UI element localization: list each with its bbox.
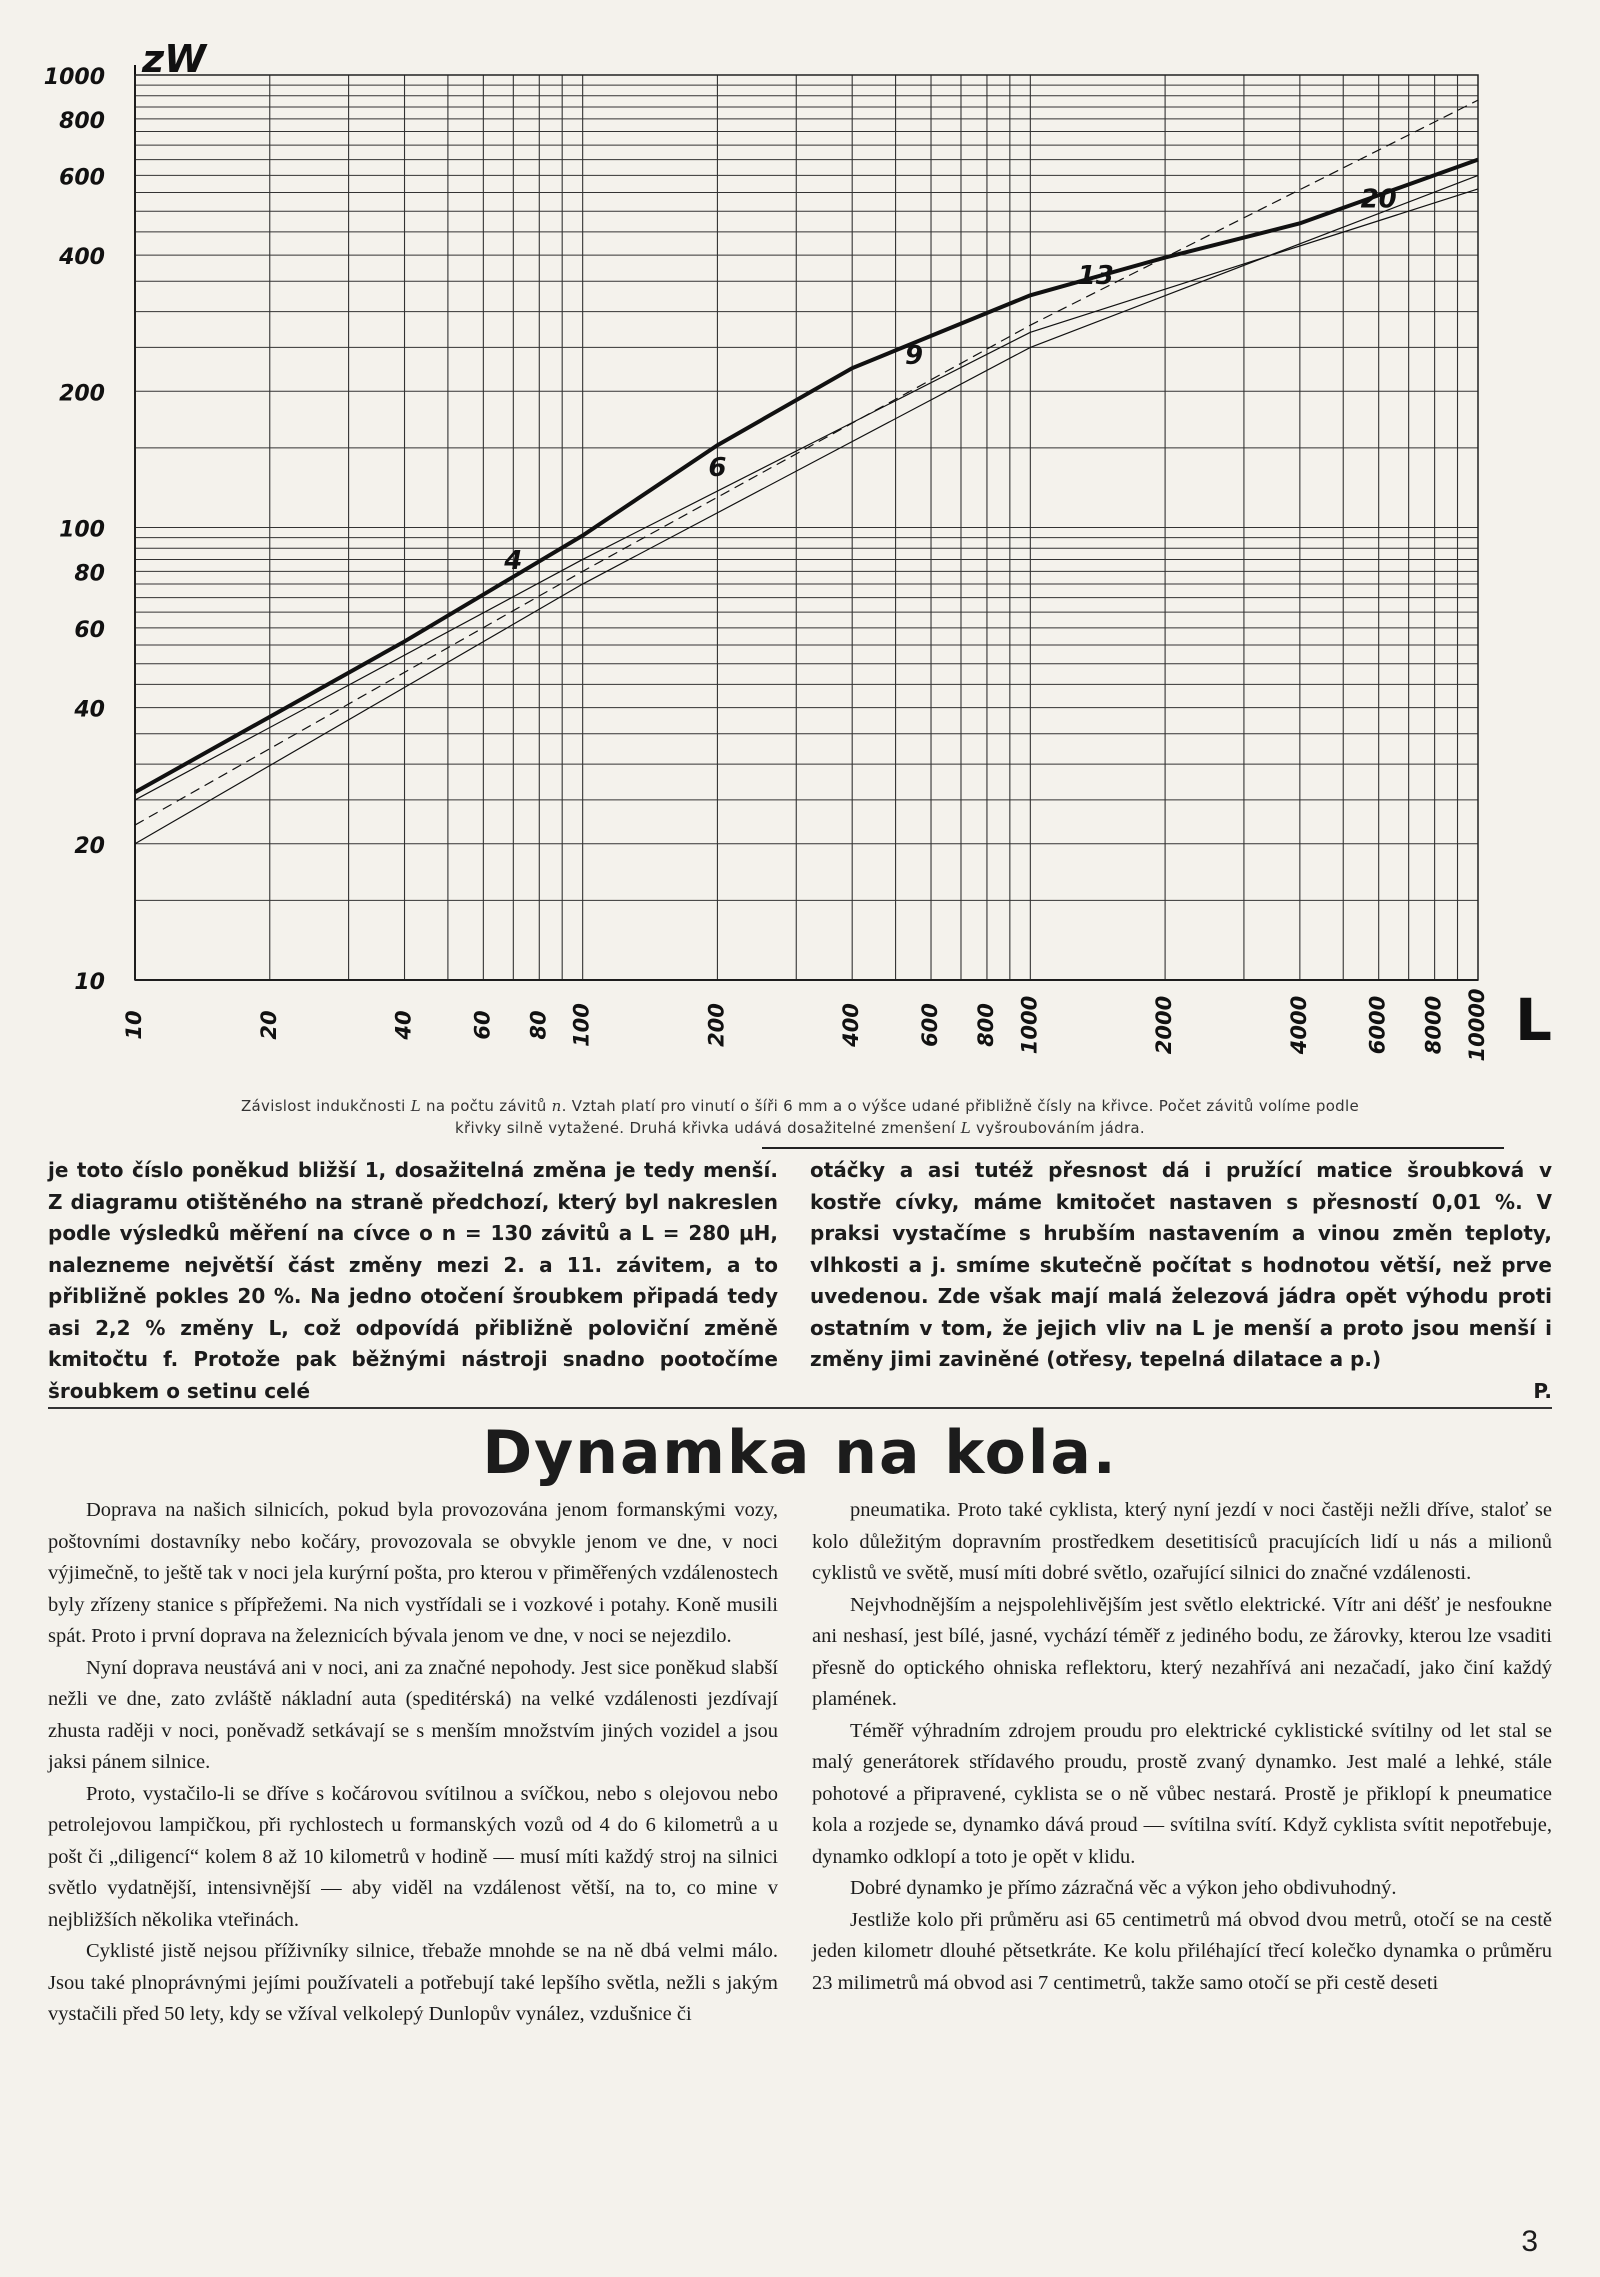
- x-tick-label: 100: [569, 1003, 594, 1047]
- caption-text: na počtu závitů: [420, 1097, 552, 1115]
- y-tick-label: 800: [59, 108, 105, 134]
- body-paragraph: Nyní doprava neustává ani v noci, ani za značné nepohody. Jest sice poněkud slabší nežli ve dne, zato zvláště nákladní auta (speditérská) na velké vzdálenosti jezdívají zhusta raději v noci, poněvadž setkávají se s menším množstvím jiných vozidel a jsou jaksi pánem silnice.: [48, 1656, 778, 1773]
- y-tick-label: 1000: [43, 65, 105, 90]
- figure-caption: [80, 1095, 1520, 1139]
- x-tick-label: 6000: [1365, 995, 1390, 1055]
- body-paragraph: Jestliže kolo při průměru asi 65 centimetrů má obvod dvou metrů, otočí se na cestě jeden kilometr dlouhé pětsetkráte. Ke kolu přiléhající třecí kolečko dynamka o průměru 23 milimetrů má obvod asi 7 centimetrů, takže samo otočí se při cestě deseti: [812, 1908, 1552, 1994]
- body-right-column: [812, 1495, 1552, 1999]
- caption-symbol-l: L: [410, 1097, 421, 1115]
- body-paragraph: Proto, vystačilo-li se dříve s kočárovou svítilnou a svíčkou, nebo s olejovou nebo petrolejovou lampičkou, při rychlostech u formanských vozů od 4 do 6 kilometrů a u pošt či „diligencí“ kolem 8 až 10 kilometrů v hodině — musí míti každý stroj na silnici světlo vydatnější, intensivnější — aby viděl na vzdálenost větší, na to, co mine v nejbližších několika vteřinách.: [48, 1782, 778, 1931]
- series-line: [135, 175, 1478, 843]
- y-tick-label: 600: [59, 165, 105, 191]
- y-tick-label: 100: [59, 517, 105, 543]
- y-axis-unit: zW: [142, 37, 207, 81]
- x-axis-unit: L: [1515, 986, 1552, 1054]
- y-tick-label: 40: [74, 697, 105, 723]
- body-paragraph: Cyklisté jistě nejsou příživníky silnice, třebaže mnohde se na ně dbá velmi málo. Jsou také plnoprávnými jejími používateli a potřebují také lepšího světla, nežli s jakým vystačili před 50 lety, kdy se vžíval velkolepý Dunlopův vynález, vzdušnice či: [48, 1940, 778, 2025]
- curve-annotation: 6: [708, 452, 727, 483]
- x-tick-label: 10: [122, 1010, 146, 1040]
- body-left-column: [48, 1495, 778, 2031]
- body-paragraph: pneumatika. Proto také cyklista, který nyní jezdí v noci častěji nežli dříve, staloť se kolo důležitým dopravním prostředkem desetitisíců pracujících lidí u nás a milionů cyklistů ve světě, musí míti dobré světlo, ozařující silnici do značné vzdálenosti.: [812, 1499, 1552, 1584]
- series-line: [135, 189, 1478, 800]
- curve-annotation: 9: [905, 340, 924, 371]
- upper-right-column: [810, 1155, 1552, 1407]
- upper-left-column: je toto číslo poněkud bližší 1, dosažitelná změna je tedy menší. Z diagramu otištěného na straně předchozí, který byl nakreslen podle výsledků měření na cívce o n = 130 závitů a L = 280 μH, nalezneme největší část změny mezi 2. a 11. závitem, a to přibližně pokles 20 %. Na jedno otočení šroubkem připadá tedy asi 2,2 % změny L, což odpovídá přibližně poloviční změně kmitočtu f. Protože pak běžnými nástroji snadno pootočíme šroubkem o setinu celé: [48, 1158, 778, 1403]
- y-tick-label: 200: [59, 381, 105, 407]
- x-tick-label: 1000: [1017, 995, 1042, 1055]
- decorative-rule: [762, 1147, 1504, 1149]
- curve-annotation: 4: [504, 545, 523, 576]
- x-tick-label: 8000: [1421, 995, 1446, 1055]
- caption-text: . Vztah platí pro vinutí o šíři 6 mm a o výšce udané přibližně čísly na křivce. Počet závitů volíme podle: [561, 1097, 1359, 1115]
- body-paragraph: Dobré dynamko je přímo zázračná věc a výkon jeho obdivuhodný.: [850, 1877, 1397, 1899]
- body-paragraph: Doprava na našich silnicích, pokud byla provozována jenom formanskými vozy, poštovními dostavníky nebo kočáry, provozovala se obvykle jenom ve dne, v noci výjimečně, to ještě tak v noci jela kurýrní pošta, pro kterou v přiměřených vzdálenostech byly zřízeny stanice s přípřežemi. Na nich vystřídali se i vozkové i potahy. Koně musili spát. Proto i první doprava na železnicích bývala jenom ve dne, v noci se nejezdilo.: [48, 1499, 778, 1647]
- chart-svg: [43, 30, 1560, 1080]
- y-tick-label: 20: [74, 833, 105, 859]
- caption-symbol-n: n: [551, 1097, 562, 1115]
- x-tick-label: 40: [391, 1010, 416, 1040]
- x-tick-label: 600: [918, 1003, 943, 1047]
- x-tick-label: 60: [470, 1010, 495, 1040]
- y-tick-label: 10: [74, 970, 105, 995]
- x-tick-label: 400: [839, 1003, 864, 1047]
- section-divider: [48, 1407, 1552, 1409]
- x-tick-label: 10000: [1465, 988, 1489, 1062]
- upper-right-text: otáčky a asi tutéž přesnost dá i pružící matice šroubková v kostře cívky, máme kmitočet nastaven s přesností 0,01 %. V praksi vystačíme s hrubším nastavením a vinou změn teploty, vlhkosti a j. smíme skutečně počítat s hodnotou větší, než prve uvedenou. Zde však mají malá železová jádra opět výhodu proti ostatním v tom, že jejich vliv na L je menší a proto jsou menší i změny jimi zaviněné (otřesy, tepelná dilatace a p.): [810, 1158, 1552, 1371]
- y-tick-label: 400: [59, 245, 105, 271]
- curve-annotation: 20: [1360, 184, 1397, 215]
- x-tick-label: 200: [704, 1003, 729, 1047]
- body-paragraph: Nejvhodnějším a nejspolehlivějším jest světlo elektrické. Vítr ani déšť je nesfoukne ani neshasí, jest bílé, jasné, vychází téměř z jediného bodu, ze žárovky, kterou lze vsaditi přesně do optického ohniska reflektoru, který nezahřívá ani nezačadí, jako činí každý plamének.: [812, 1593, 1552, 1710]
- body-paragraph: Téměř výhradním zdrojem proudu pro elektrické cyklistické svítilny od let stal se malý generátorek střídavého proudu, prostě zvaný dynamko. Jest malé a lehké, stále pohotové a připravené, cyklista se o ně vůbec nestará. Prostě je přiklopí k pneumatice kola a rozjede se, dynamko dává proud — svítilna svítí. Když cyklista svítit nepotřebuje, dynamko odklopí a toto je opět v klidu.: [812, 1719, 1552, 1868]
- page-number: 3: [1521, 2225, 1538, 2258]
- x-tick-label: 2000: [1152, 995, 1177, 1055]
- curve-annotation: 13: [1077, 261, 1114, 292]
- x-tick-label: 800: [973, 1003, 998, 1047]
- caption-text: vyšroubováním jádra.: [970, 1119, 1145, 1137]
- x-tick-label: 80: [526, 1010, 551, 1040]
- x-tick-label: 4000: [1286, 995, 1311, 1055]
- inductance-diagram: [43, 30, 1560, 1080]
- series-line: [135, 160, 1478, 793]
- x-tick-label: 20: [256, 1010, 281, 1040]
- caption-symbol-l: L: [960, 1119, 971, 1137]
- series-line: [135, 100, 1478, 825]
- caption-text: Závislost indukčnosti: [240, 1097, 411, 1115]
- caption-text: křivky silně vytažené. Druhá křivka udává dosažitelné zmenšení: [455, 1119, 961, 1137]
- article-headline: Dynamka na kola.: [482, 1418, 1118, 1488]
- y-tick-label: 60: [74, 617, 105, 643]
- y-tick-label: 80: [74, 561, 105, 587]
- author-signature: P.: [1533, 1378, 1552, 1403]
